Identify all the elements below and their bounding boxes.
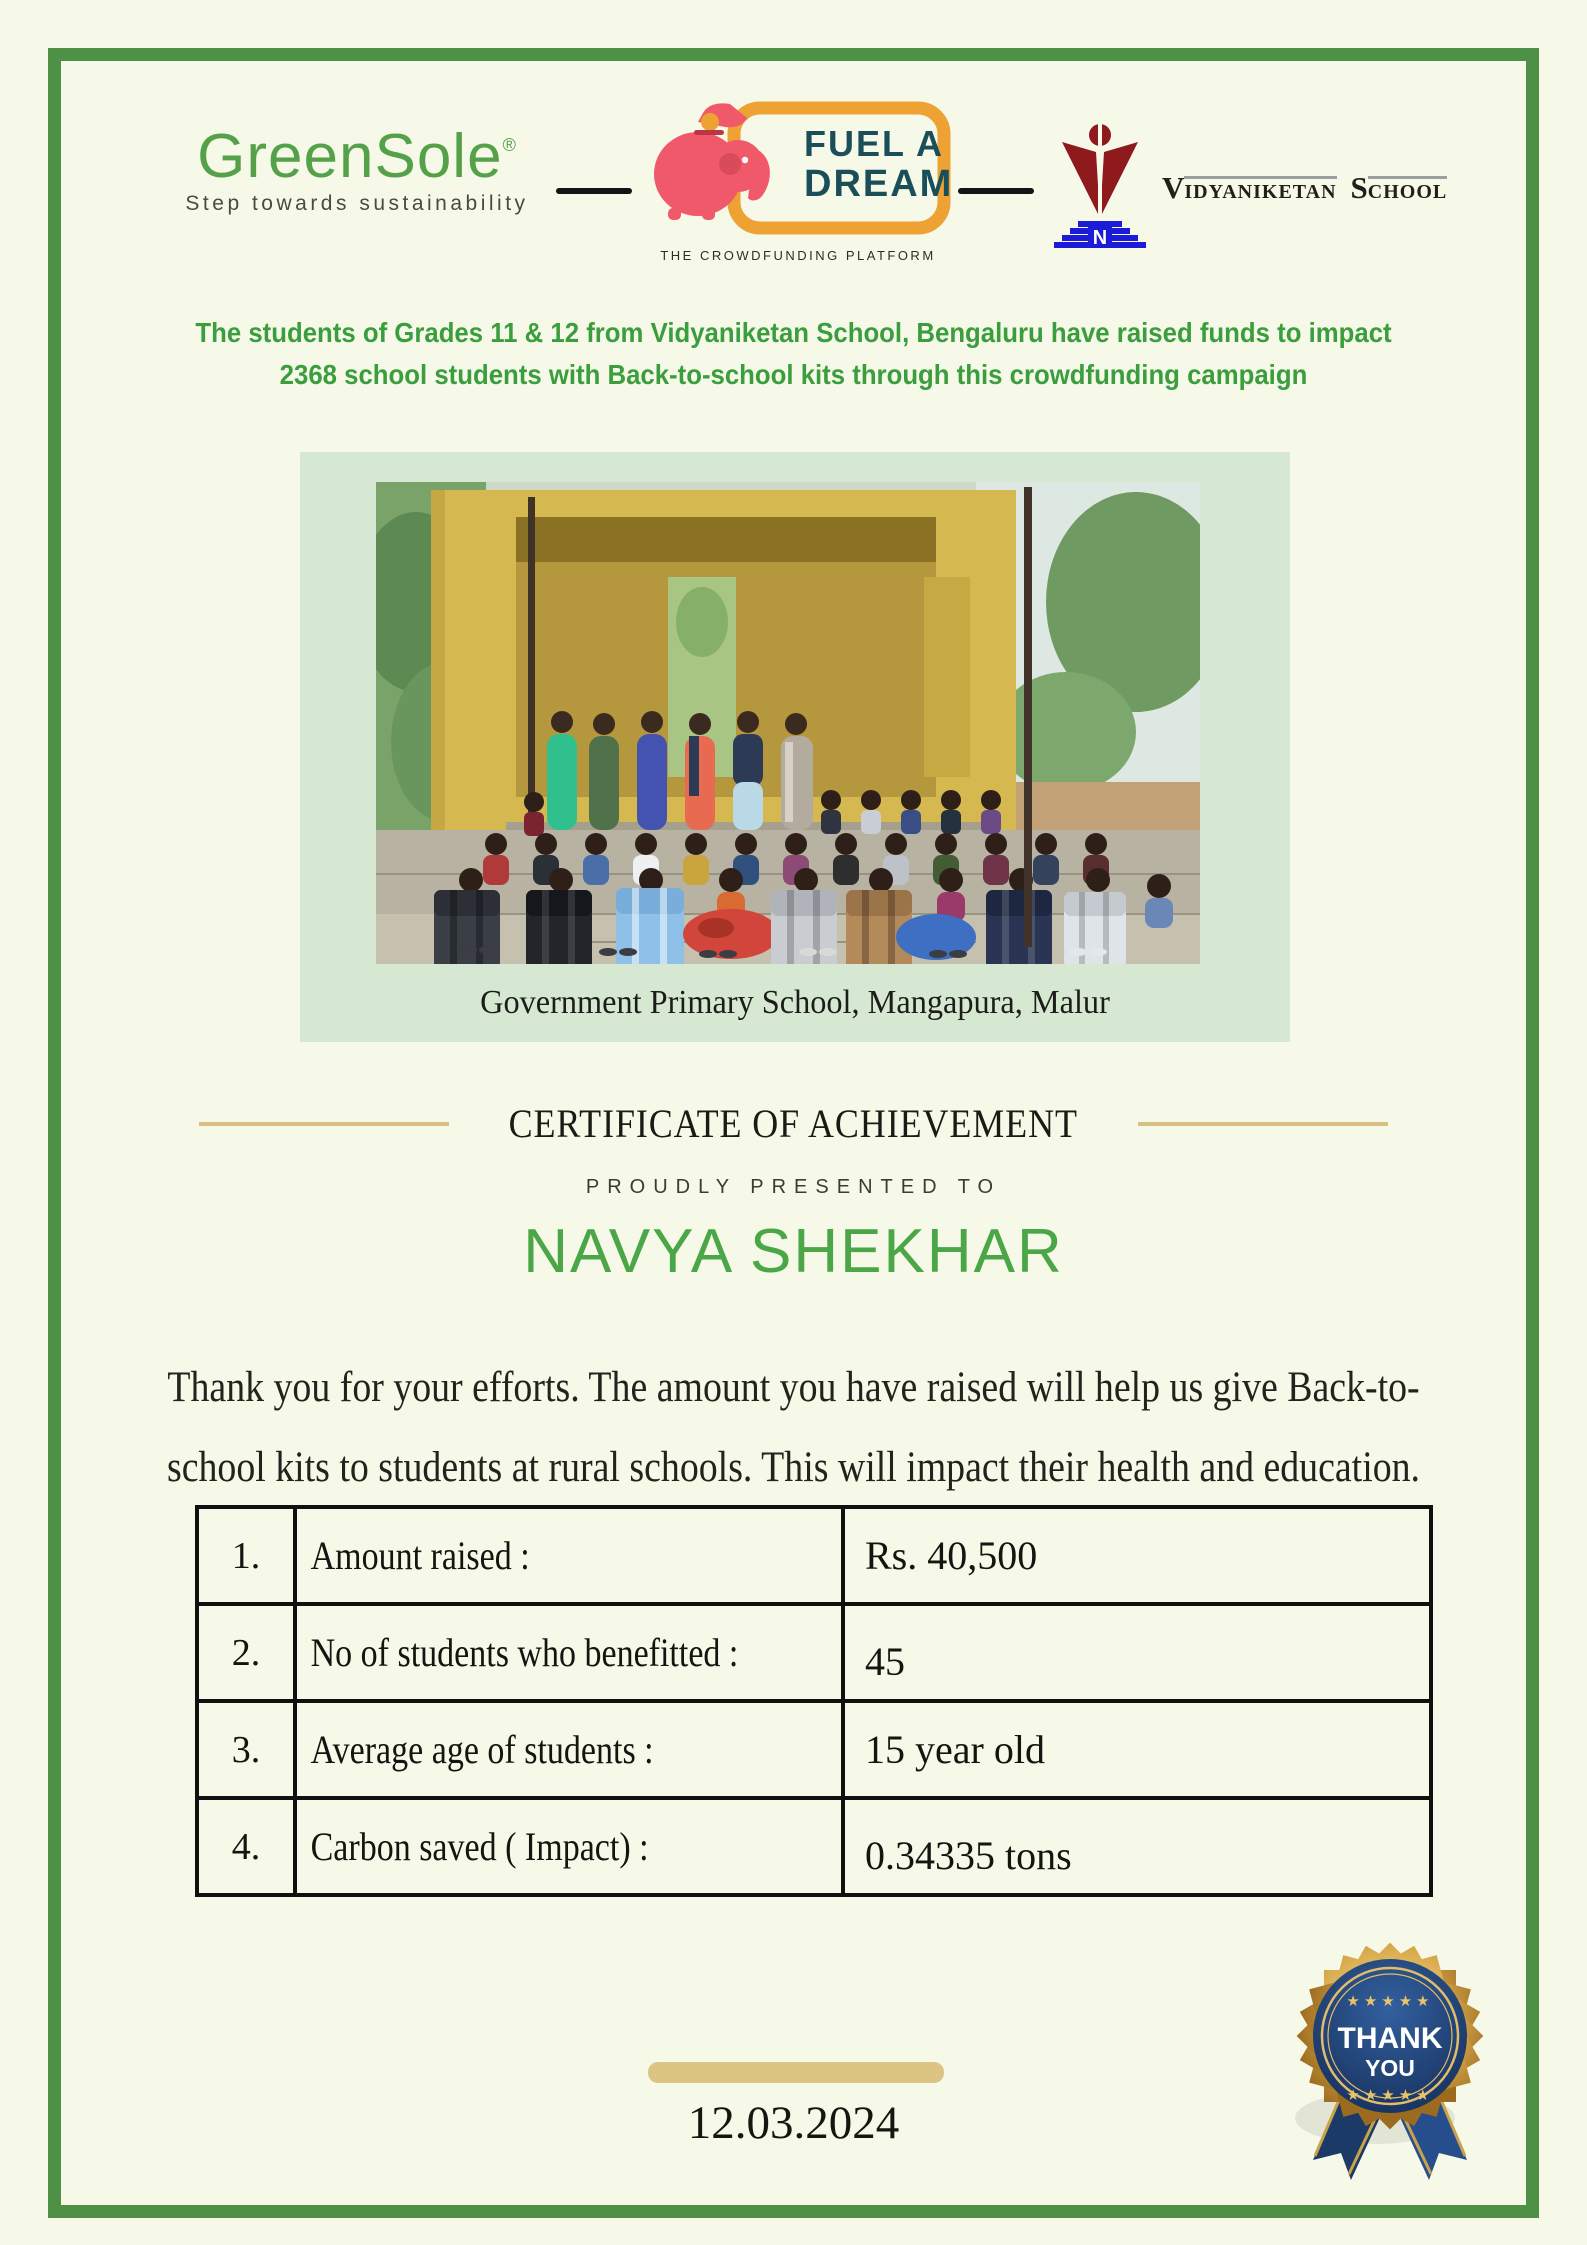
svg-text:DREAM: DREAM (804, 163, 952, 205)
fueladream-logo (646, 100, 952, 290)
logo-separator-dash (958, 188, 1034, 194)
greensole-wordmark: GreenSole® (197, 122, 517, 191)
elephant-piggybank-icon (654, 103, 770, 220)
row-label: Average age of students : (297, 1703, 841, 1796)
svg-text:YOU: YOU (1365, 2055, 1415, 2081)
logo-separator-dash (556, 188, 632, 194)
school-bags (434, 888, 1126, 964)
school-group-photo (376, 482, 1200, 964)
greensole-logo (182, 112, 532, 216)
row-number: 2. (199, 1606, 293, 1699)
message-line1: Thank you for your efforts. The amount you have raised will help us give Back-to- (167, 1364, 1420, 1411)
vidyaniketan-logo (1048, 122, 1447, 252)
presented-to-label: PROUDLY PRESENTED TO (585, 1176, 1002, 1198)
photo-mat (300, 452, 1290, 1042)
row-value: Rs. 40,500 (845, 1509, 1429, 1602)
certificate-title-row (0, 1100, 1587, 1147)
svg-text:N: N (1092, 227, 1108, 249)
row-number: 3. (199, 1703, 293, 1796)
svg-text:★★★★★: ★★★★★ (1346, 2087, 1434, 2104)
vidyaniketan-emblem-icon (1048, 122, 1152, 252)
thank-you-badge (1283, 1928, 1497, 2195)
photo-caption: Government Primary School, Mangapura, Malur (480, 984, 1110, 1021)
campaign-intro-line1: The students of Grades 11 & 12 from Vidyaniketan School, Bengaluru have raised funds to impact (195, 317, 1392, 348)
row-label: No of students who benefitted : (297, 1606, 841, 1699)
registered-mark: ® (502, 135, 517, 155)
gold-divider-bar (648, 2062, 944, 2083)
row-label: Amount raised : (297, 1509, 841, 1602)
row-label: Carbon saved ( Impact) : (297, 1800, 841, 1893)
svg-text:THE CROWDFUNDING PLATFORM: THE CROWDFUNDING PLATFORM (660, 248, 936, 263)
campaign-intro (0, 312, 1587, 396)
row-number: 4. (199, 1800, 293, 1893)
campaign-intro-line2: 2368 school students with Back-to-school kits through this crowdfunding campaign (279, 359, 1308, 390)
svg-text:★★★★★: ★★★★★ (1346, 1993, 1434, 2010)
thank-you-seal-icon (1283, 1928, 1497, 2190)
gold-rule-left (199, 1122, 449, 1126)
recipient-name: NAVYA SHEKHAR (523, 1217, 1064, 1286)
fueladream-logo-graphic (646, 100, 952, 285)
impact-table (195, 1505, 1433, 1897)
vidyaniketan-wordmark: VIDYANIKETAN SCHOOL (1162, 170, 1448, 205)
greensole-tagline: Step towards sustainability (185, 192, 529, 215)
svg-text:FUEL A: FUEL A (804, 123, 945, 164)
svg-text:THANK: THANK (1337, 2022, 1443, 2055)
row-number: 1. (199, 1509, 293, 1602)
row-value: 45 (845, 1606, 1429, 1699)
message-line2: school kits to students at rural schools. This will impact their health and education. (166, 1444, 1421, 1491)
certificate-title: CERTIFICATE OF ACHIEVEMENT (508, 1101, 1079, 1146)
row-value: 0.34335 tons (845, 1800, 1429, 1893)
certificate-date: 12.03.2024 (687, 2097, 900, 2149)
gold-rule-right (1138, 1122, 1388, 1126)
thank-you-message (0, 1348, 1587, 1508)
row-value: 15 year old (845, 1703, 1429, 1796)
